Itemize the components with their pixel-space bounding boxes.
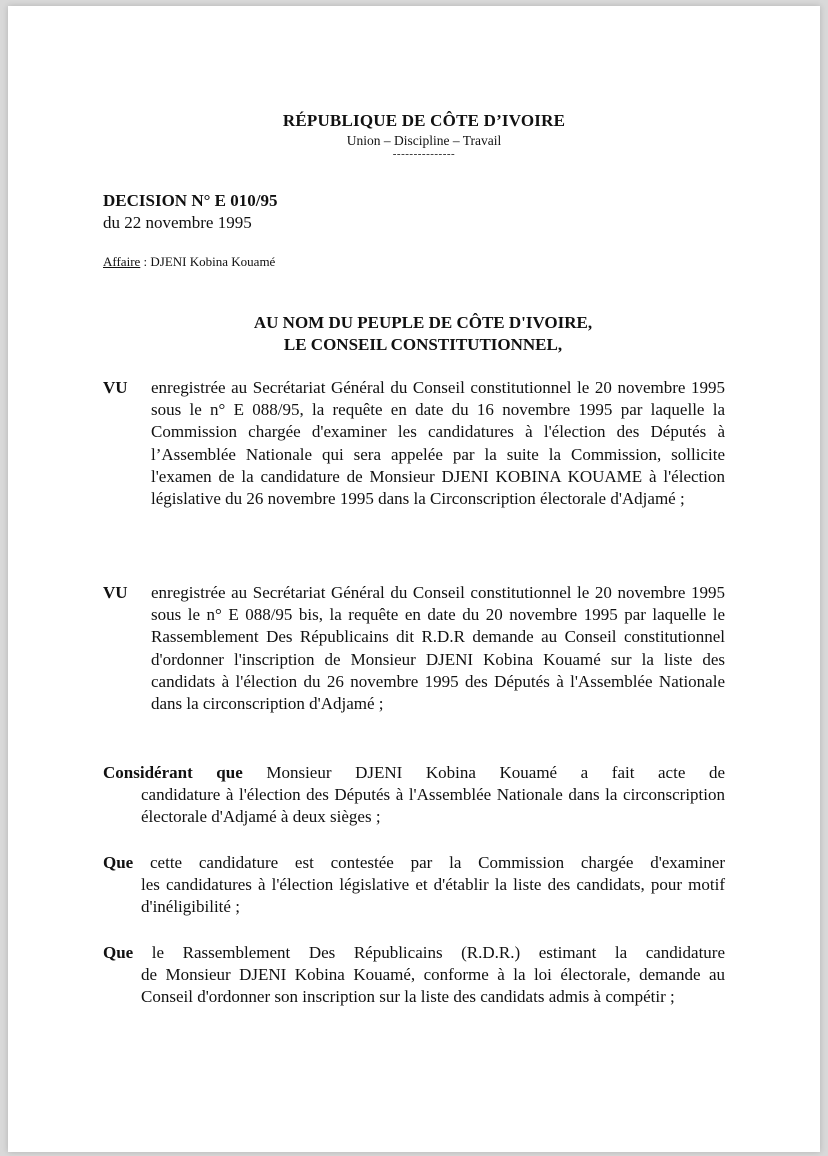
considerant-first-text: Monsieur DJENI Kobina Kouamé a fait acte de <box>242 763 725 782</box>
que-first-line <box>103 852 725 874</box>
que-lead: Que <box>103 853 134 872</box>
vu-text: enregistrée au Secrétariat Général du Conseil constitutionnel le 20 novembre 1995 sous le n° E 088/95 bis, la requête en date du 20 novembre 1995 par laquelle le Rassemblement Des Républicains dit R.D.R demande au Conseil constitutionnel d'ordonner l'inscription de Monsieur DJENI Kobina Kouamé sur la liste des candidats à l'élection du 26 novembre 1995 des Députés à l'Assemblée Nationale dans la circonscription d'Adjamé ; <box>151 583 725 714</box>
que-first-line <box>103 942 725 964</box>
vu-label: VU <box>103 583 128 602</box>
que-first-text: cette candidature est contestée par la Commission chargée d'examiner <box>133 853 725 872</box>
considerant-rest-text: candidature à l'élection des Députés à l'Assemblée Nationale dans la circonscription électorale d'Adjamé à deux sièges ; <box>141 785 725 827</box>
vu-paragraph-2 <box>103 582 725 715</box>
document-header <box>8 110 820 160</box>
au-nom-heading <box>8 312 820 356</box>
considerant-lead: Considérant que <box>103 763 243 782</box>
vu-label: VU <box>103 378 128 397</box>
que-paragraph-2 <box>103 942 725 1009</box>
decision-date: du 22 novembre 1995 <box>103 213 252 232</box>
affaire-label: Affaire <box>103 254 141 269</box>
document-page <box>8 6 820 1152</box>
vu-text: enregistrée au Secrétariat Général du Conseil constitutionnel le 20 novembre 1995 sous le n° E 088/95, la requête en date du 16 novembre 1995 par laquelle la Commission chargée d'examiner les candidatures à l'élection des Députés à l’Assemblée Nationale qui sera appelée par la suite la Commission, sollicite l'examen de la candidature de Monsieur DJENI KOBINA KOUAME à l'élection législative du 26 novembre 1995 dans la Circonscription électorale d'Adjamé ; <box>151 378 725 509</box>
vu-paragraph-1 <box>103 377 725 510</box>
que-rest-text: de Monsieur DJENI Kobina Kouamé, conforme à la loi électorale, demande au Conseil d'ordonner son inscription sur la liste des candidats admis à compétir ; <box>141 965 725 1007</box>
que-rest-text: les candidatures à l'élection législative et d'établir la liste des candidats, pour motif d'inéligibilité ; <box>141 875 725 917</box>
affaire-value: : DJENI Kobina Kouamé <box>140 254 276 269</box>
au-nom-line-2: LE CONSEIL CONSTITUTIONNEL, <box>283 335 563 354</box>
que-lead: Que <box>103 943 134 962</box>
decision-block <box>103 190 277 234</box>
considerant-paragraph <box>103 762 725 829</box>
affaire-line <box>103 253 275 271</box>
au-nom-line-1: AU NOM DU PEUPLE DE CÔTE D'IVOIRE, <box>253 313 593 332</box>
considerant-first-line <box>103 762 725 784</box>
decision-number: DECISION N° E 010/95 <box>103 191 278 210</box>
que-paragraph-1 <box>103 852 725 919</box>
national-motto: Union – Discipline – Travail <box>346 133 502 148</box>
republic-title: RÉPUBLIQUE DE CÔTE D’IVOIRE <box>282 111 566 130</box>
que-first-text: le Rassemblement Des Républicains (R.D.R.) estimant la candidature <box>133 943 725 962</box>
header-separator: --------------- <box>392 148 456 160</box>
